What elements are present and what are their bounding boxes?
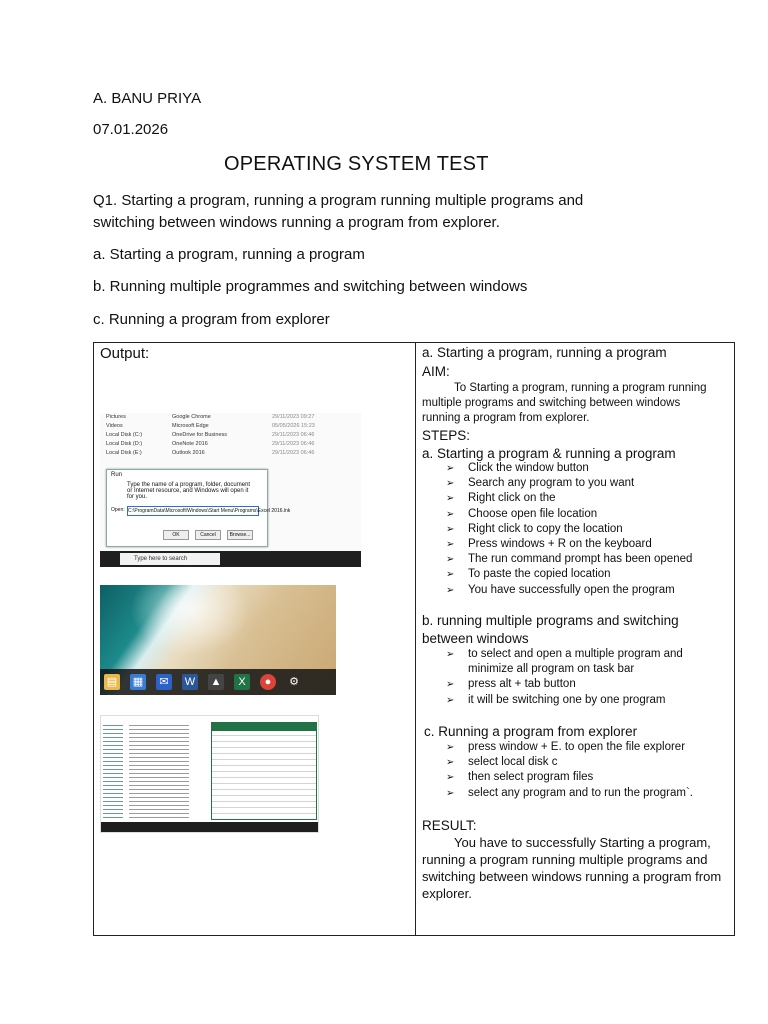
browse-button[interactable]: Browse...	[227, 530, 253, 540]
step-text: Right click to copy the location	[468, 522, 623, 535]
step-text: Search any program to you want	[468, 477, 635, 490]
list-item: ➢ to select and open a multiple program and	[446, 648, 683, 660]
explorer-sidebar	[106, 413, 142, 458]
store-icon[interactable]: ▦	[130, 674, 146, 690]
excel-window	[211, 722, 317, 820]
desktop-screenshot	[100, 585, 336, 695]
list-item: Google Chrome	[172, 414, 211, 420]
file-item: Local Disk (C:)	[106, 432, 143, 438]
mail-icon[interactable]: ✉	[156, 674, 172, 690]
aim-line: multiple programs and switching between windows	[422, 397, 681, 410]
taskbar	[100, 551, 361, 567]
steps-a-list	[422, 461, 692, 598]
list-item: ➢ The run command prompt has been opened	[446, 553, 693, 566]
wave-foam	[130, 565, 250, 655]
aim-text	[422, 381, 732, 427]
taskbar	[101, 822, 318, 832]
explorer-tree	[103, 722, 123, 818]
steps-c-heading: c. Running a program from explorer	[424, 724, 638, 739]
run-open-input[interactable]: C:\ProgramData\Microsoft\Windows\Start Menu\Programs\Excel 2016.lnk	[128, 508, 291, 514]
list-item	[422, 662, 683, 677]
list-item: Outlook 2016	[172, 450, 205, 456]
heading-a: a. Starting a program, running a program	[422, 345, 667, 360]
file-item: Local Disk (D:)	[106, 441, 143, 447]
list-item: Microsoft Edge	[172, 423, 209, 429]
date-cell: 29/11/2023 09:27	[272, 414, 315, 420]
steps-b-heading: b. running multiple programs and switching	[422, 613, 679, 628]
list-item: ➢ select any program and to run the program`.	[446, 786, 694, 799]
list-item: ➢ then select program files	[446, 771, 594, 784]
excel-icon[interactable]: X	[234, 674, 250, 690]
cancel-button[interactable]: Cancel	[195, 530, 221, 540]
taskbar-search[interactable]: Type here to search	[120, 553, 220, 565]
list-item: OneNote 2016	[172, 441, 208, 447]
run-open-label: Open:	[111, 507, 125, 513]
step-text: it will be switching one by one program	[468, 693, 666, 706]
chrome-icon[interactable]: ●	[260, 674, 276, 690]
aim-line: running a program from explorer.	[422, 412, 590, 425]
steps-a-heading: a. Starting a program & running a program	[422, 446, 676, 461]
explorer-file-list	[172, 413, 227, 458]
step-text: select local disk c	[468, 756, 558, 769]
run-dialog-text: Type the name of a program, folder, document or Internet resource, and Windows will open it for you.	[127, 482, 251, 500]
steps-cell	[416, 343, 735, 936]
author-name: A. BANU PRIYA	[93, 90, 202, 107]
file-item: Videos	[106, 423, 123, 429]
list-item: ➢ press alt + tab button	[446, 678, 576, 691]
list-item: OneDrive for Business	[172, 432, 228, 438]
date-cell: 29/11/2023 06:46	[272, 450, 315, 456]
result-line: running a program running multiple programs and	[422, 852, 708, 867]
list-item: ➢ it will be switching one by one program	[446, 693, 666, 706]
step-text: press window + E. to open the file explorer	[468, 741, 686, 753]
date-cell: 05/05/2026 15:23	[272, 423, 315, 429]
ok-button[interactable]: OK	[163, 530, 189, 540]
step-text: then select program files	[468, 771, 594, 784]
result-line: explorer.	[422, 886, 472, 901]
result-line: You have to successfully Starting a program,	[454, 835, 711, 850]
file-item: Pictures	[106, 414, 126, 420]
step-text: Press windows + R on the keyboard	[468, 538, 652, 551]
result-line: switching between windows running a program from	[422, 869, 722, 884]
explorer-dates	[272, 413, 315, 458]
question-line-1: Q1. Starting a program, running a program running multiple programs and	[93, 192, 584, 209]
word-icon[interactable]: W	[182, 674, 198, 690]
output-cell	[94, 343, 416, 936]
run-dialog	[106, 469, 291, 547]
question-part-c: c. Running a program from explorer	[93, 311, 330, 328]
list-item: ➢ Right click to copy the location	[446, 522, 623, 535]
page-title: OPERATING SYSTEM TEST	[224, 153, 489, 175]
taskbar	[100, 669, 336, 695]
steps-b-list	[422, 647, 683, 708]
step-text: select any program and to run the program`.	[468, 786, 694, 799]
list-item: ➢ Press windows + R on the keyboard	[446, 538, 652, 551]
date-cell: 29/11/2023 06:46	[272, 432, 315, 438]
step-text: to select and open a multiple program and	[468, 648, 683, 660]
test-date: 07.01.2026	[93, 121, 169, 138]
list-item: ➢ select local disk c	[446, 756, 558, 769]
step-text: The run command prompt has been opened	[468, 553, 693, 566]
explorer-file-rows	[129, 722, 189, 818]
excel-ribbon	[212, 723, 316, 731]
step-text: press alt + tab button	[468, 678, 576, 691]
result-label: RESULT:	[422, 818, 477, 833]
settings-icon[interactable]: ⚙	[289, 676, 299, 688]
list-item: ➢ To paste the copied location	[446, 568, 611, 581]
list-item: ➢ You have successfully open the program	[446, 583, 675, 596]
date-cell: 29/11/2023 06:46	[272, 441, 315, 447]
step-text: You have successfully open the program	[468, 583, 675, 596]
list-item: ➢ Click the window button	[446, 462, 589, 474]
photos-icon[interactable]: ▲	[208, 674, 224, 690]
list-item: ➢ Right click on the	[446, 492, 556, 505]
answer-table	[93, 342, 735, 936]
step-text: minimize all program on task bar	[468, 663, 635, 676]
step-text: Click the window button	[468, 462, 589, 474]
question-part-a: a. Starting a program, running a program	[93, 246, 365, 263]
aim-label: AIM:	[422, 364, 450, 379]
aim-line: To Starting a program, running a program running	[454, 382, 707, 394]
steps-label: STEPS:	[422, 428, 471, 443]
files-icon[interactable]: ▤	[104, 674, 120, 690]
run-dialog-screenshot	[100, 413, 361, 567]
step-text: To paste the copied location	[468, 568, 611, 581]
file-item: Local Disk (E:)	[106, 450, 142, 456]
list-item: ➢ press window + E. to open the file explorer	[446, 741, 686, 753]
step-text: Right click on the	[468, 492, 556, 505]
question-part-b: b. Running multiple programmes and switching between windows	[93, 278, 528, 295]
list-item: ➢ Search any program to you want	[446, 477, 635, 490]
explorer-screenshot	[100, 715, 319, 833]
steps-c-list	[422, 740, 693, 801]
steps-b-heading-cont: between windows	[422, 631, 529, 646]
output-label: Output:	[100, 345, 150, 362]
run-dialog-title: Run	[111, 472, 123, 478]
result-text	[422, 834, 734, 902]
list-item: ➢ Choose open file location	[446, 507, 598, 520]
step-text: Choose open file location	[468, 507, 598, 520]
question-line-2: switching between windows running a program from explorer.	[93, 214, 500, 231]
